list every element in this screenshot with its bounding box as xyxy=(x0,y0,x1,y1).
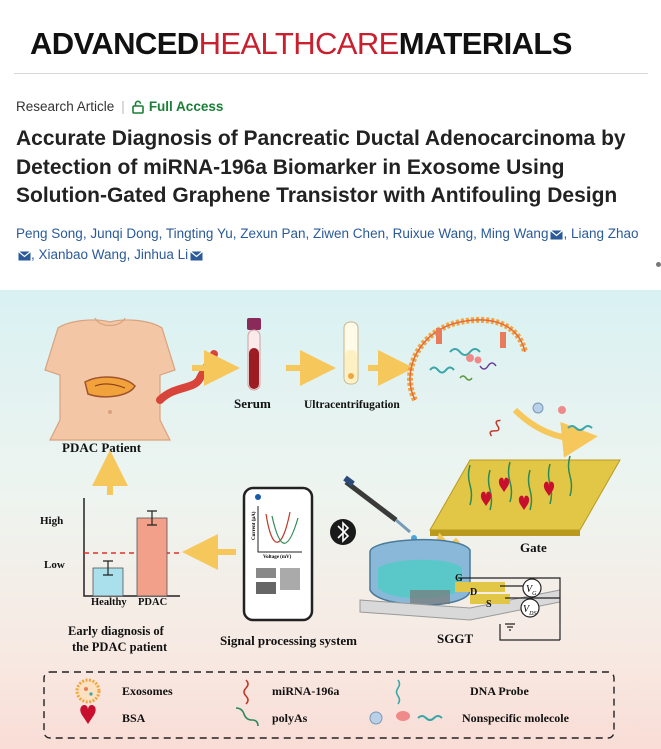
email-icon[interactable] xyxy=(18,251,31,261)
xtick-label-healthy: Healthy xyxy=(91,597,127,608)
patient-torso-illustration xyxy=(45,318,214,440)
journal-name-part3: MATERIALS xyxy=(398,26,572,61)
terminal-d-label: D xyxy=(470,587,478,598)
phone-yaxis-label: Current (μA) xyxy=(252,511,257,540)
legend-mirna: miRNA-196a xyxy=(272,684,340,698)
ultracentrifuge-tube-illustration xyxy=(344,322,358,384)
author-link[interactable]: Ruixue Wang xyxy=(392,226,474,241)
serum-tube-illustration xyxy=(247,318,261,390)
exosome-membrane-illustration xyxy=(410,320,525,400)
access-label: Full Access xyxy=(148,99,224,114)
author-separator: , xyxy=(563,226,571,241)
vg-symbol: $V_G$ xyxy=(526,584,537,597)
early-diagnosis-label-line1: Early diagnosis of xyxy=(68,624,164,638)
author-link[interactable]: Liang Zhao xyxy=(570,226,639,241)
exosome-icon xyxy=(77,680,99,702)
access-badge[interactable] xyxy=(132,99,224,114)
gate-label: Gate xyxy=(520,540,547,555)
early-diagnosis-label-line2: the PDAC patient xyxy=(72,640,168,654)
author-separator: , xyxy=(158,226,166,241)
signal-processing-label: Signal processing system xyxy=(220,633,357,648)
polya-icon xyxy=(236,708,258,726)
author-separator: , xyxy=(232,226,241,241)
legend-nonspecific: Nonspecific molecole xyxy=(462,711,569,725)
journal-logo[interactable] xyxy=(30,26,572,62)
xtick-label-pdac: PDAC xyxy=(138,597,168,608)
author-link[interactable]: Ziwen Chen xyxy=(313,226,386,241)
author-link[interactable]: Tingting Yu xyxy=(165,226,233,241)
meta-divider: | xyxy=(121,99,125,114)
ytick-label-low: Low xyxy=(44,559,65,571)
author-separator: , xyxy=(305,226,314,241)
terminal-s-label: S xyxy=(486,599,492,610)
legend-exosomes: Exosomes xyxy=(122,684,173,698)
author-separator: , xyxy=(31,247,39,262)
journal-name-part2: HEALTHCARE xyxy=(198,26,399,61)
smartphone-illustration xyxy=(244,488,312,620)
author-link[interactable]: Ming Wang xyxy=(480,226,549,241)
phone-xaxis-label: Voltage (mV) xyxy=(263,555,292,560)
graphical-abstract[interactable] xyxy=(0,290,661,749)
graphical-abstract-figure xyxy=(0,290,661,749)
author-separator: , xyxy=(385,226,393,241)
author-link[interactable]: Jinhua Li xyxy=(134,247,189,262)
article-meta xyxy=(16,99,223,114)
scroll-marker xyxy=(656,262,661,267)
legend-polyas: polyAs xyxy=(272,711,308,725)
open-lock-icon xyxy=(132,100,144,114)
journal-masthead[interactable] xyxy=(14,12,648,74)
gate-electrode-illustration xyxy=(430,456,620,536)
author-link[interactable]: Peng Song xyxy=(16,226,83,241)
email-icon[interactable] xyxy=(550,230,563,240)
mirna-icon xyxy=(244,680,248,704)
dna-probe-icon xyxy=(397,680,400,704)
author-link[interactable]: Xianbao Wang xyxy=(38,247,127,262)
diagnosis-bar-chart xyxy=(84,498,180,596)
ytick-label-high: High xyxy=(40,515,64,527)
article-title: Accurate Diagnosis of Pancreatic Ductal Adenocarcinoma by Detection of miRNA-196a Biomarker in Exosome Using Solution-Gated Graphene Transistor with Antifouling Design xyxy=(16,127,626,207)
bluetooth-icon xyxy=(330,519,356,545)
ultracentrifugation-label: Ultracentrifugation xyxy=(304,399,400,411)
terminal-g-label: G xyxy=(455,573,463,584)
bsa-icon xyxy=(80,705,95,724)
author-list xyxy=(16,223,648,265)
serum-label: Serum xyxy=(234,396,271,411)
flow-arrow xyxy=(515,410,580,438)
author-separator: , xyxy=(126,247,135,262)
author-link[interactable]: Zexun Pan xyxy=(240,226,306,241)
sggt-label: SGGT xyxy=(437,631,474,646)
bar-pdac xyxy=(137,518,167,596)
nonspecific-icon xyxy=(370,711,442,724)
author-separator: , xyxy=(473,226,481,241)
free-molecules-illustration xyxy=(489,403,592,438)
legend-box xyxy=(44,672,614,738)
article-type: Research Article xyxy=(16,99,115,114)
email-icon[interactable] xyxy=(190,251,203,261)
patient-label: PDAC Patient xyxy=(62,440,142,455)
journal-name-part1: ADVANCED xyxy=(30,26,199,61)
author-link[interactable]: Junqi Dong xyxy=(90,226,159,241)
legend-dna-probe: DNA Probe xyxy=(470,684,529,698)
author-separator: , xyxy=(82,226,91,241)
vds-symbol: $V_{DS}$ xyxy=(523,604,537,617)
legend-bsa: BSA xyxy=(122,711,146,725)
